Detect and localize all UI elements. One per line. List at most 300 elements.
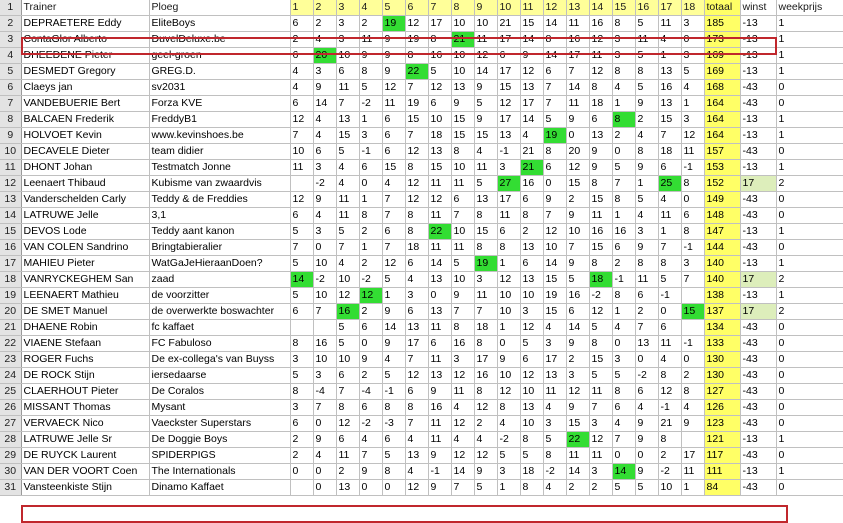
cell-week[interactable]: 9 (635, 240, 658, 256)
cell-week-best[interactable]: 22 (566, 432, 589, 448)
cell-week[interactable]: 14 (566, 80, 589, 96)
cell-week[interactable]: 9 (359, 48, 382, 64)
cell-week[interactable]: 7 (543, 96, 566, 112)
cell-week[interactable]: 12 (405, 192, 428, 208)
cell-totaal[interactable]: 164 (704, 96, 740, 112)
cell-ploeg[interactable]: fc kaffaet (149, 320, 290, 336)
cell-trainer[interactable]: VANRYCKEGHEM San (21, 272, 149, 288)
cell-week[interactable]: 10 (428, 112, 451, 128)
cell-winst[interactable]: -43 (740, 144, 776, 160)
cell-week[interactable]: 0 (359, 176, 382, 192)
cell-week[interactable]: 4 (612, 416, 635, 432)
cell-week[interactable]: 3 (681, 256, 704, 272)
cell-trainer[interactable]: DHEEDENE Pieter (21, 48, 149, 64)
row-number[interactable]: 8 (0, 112, 21, 128)
cell-week[interactable]: 11 (290, 160, 313, 176)
cell-week[interactable]: 0 (635, 448, 658, 464)
cell-week[interactable]: 5 (290, 224, 313, 240)
cell-week[interactable]: 5 (635, 192, 658, 208)
row-number[interactable]: 21 (0, 320, 21, 336)
cell-week-best[interactable]: 19 (474, 256, 497, 272)
cell-weekprijs[interactable]: 1 (776, 16, 843, 32)
cell-week[interactable]: 1 (612, 304, 635, 320)
cell-week[interactable]: 8 (612, 288, 635, 304)
cell-week[interactable]: 9 (681, 416, 704, 432)
cell-week[interactable]: 8 (474, 208, 497, 224)
row-number[interactable]: 20 (0, 304, 21, 320)
cell-week[interactable]: 13 (336, 480, 359, 496)
cell-week[interactable]: -1 (428, 464, 451, 480)
cell-week[interactable]: 9 (359, 464, 382, 480)
cell-week[interactable]: -2 (359, 272, 382, 288)
cell-week-best[interactable]: 22 (428, 224, 451, 240)
cell-week[interactable]: 12 (543, 224, 566, 240)
cell-week[interactable]: 7 (382, 240, 405, 256)
cell-week[interactable]: 13 (428, 144, 451, 160)
cell-week[interactable]: 8 (681, 384, 704, 400)
cell-week[interactable]: 4 (451, 400, 474, 416)
cell-week[interactable]: 5 (635, 480, 658, 496)
cell-week-best[interactable]: 16 (336, 304, 359, 320)
cell-week-best[interactable]: 14 (612, 464, 635, 480)
cell-week[interactable]: 7 (336, 384, 359, 400)
cell-winst[interactable]: -43 (740, 240, 776, 256)
cell-week[interactable]: 13 (428, 304, 451, 320)
cell-week[interactable]: 9 (451, 288, 474, 304)
cell-trainer[interactable]: DHONT Johan (21, 160, 149, 176)
cell-week-best[interactable]: 12 (359, 288, 382, 304)
cell-week[interactable]: 8 (658, 368, 681, 384)
cell-week[interactable]: 4 (290, 64, 313, 80)
cell-week[interactable]: 7 (313, 400, 336, 416)
cell-week[interactable]: 10 (566, 224, 589, 240)
row-number[interactable]: 3 (0, 32, 21, 48)
cell-week[interactable]: 15 (474, 224, 497, 240)
cell-week[interactable]: 3 (681, 112, 704, 128)
cell-week[interactable]: 17 (474, 352, 497, 368)
cell-week-best[interactable]: 15 (681, 304, 704, 320)
cell-totaal[interactable]: 147 (704, 224, 740, 240)
cell-week[interactable]: 6 (497, 48, 520, 64)
cell-week[interactable]: 11 (566, 96, 589, 112)
cell-week[interactable]: 9 (589, 144, 612, 160)
cell-week-best[interactable]: 18 (589, 272, 612, 288)
cell-week[interactable]: 5 (336, 224, 359, 240)
cell-week[interactable]: 4 (313, 208, 336, 224)
cell-totaal[interactable]: 133 (704, 336, 740, 352)
cell-trainer[interactable]: MAHIEU Pieter (21, 256, 149, 272)
cell-week[interactable]: 9 (635, 464, 658, 480)
cell-ploeg[interactable]: iersedaarse (149, 368, 290, 384)
cell-week[interactable]: 8 (543, 144, 566, 160)
cell-weekprijs[interactable]: 0 (776, 480, 843, 496)
cell-week[interactable]: 11 (336, 192, 359, 208)
cell-week[interactable]: 8 (612, 384, 635, 400)
cell-totaal[interactable]: 127 (704, 384, 740, 400)
row-number[interactable]: 14 (0, 208, 21, 224)
cell-trainer[interactable]: HOLVOET Kevin (21, 128, 149, 144)
cell-week[interactable]: 5 (336, 336, 359, 352)
row-number[interactable]: 5 (0, 64, 21, 80)
cell-week[interactable]: 12 (589, 64, 612, 80)
cell-totaal[interactable]: 130 (704, 368, 740, 384)
cell-week[interactable]: 9 (566, 256, 589, 272)
cell-week[interactable]: 3 (543, 336, 566, 352)
cell-week[interactable]: 7 (405, 352, 428, 368)
cell-ploeg[interactable]: 3,1 (149, 208, 290, 224)
cell-weekprijs[interactable]: 2 (776, 304, 843, 320)
cell-weekprijs[interactable]: 2 (776, 272, 843, 288)
cell-winst[interactable]: -43 (740, 208, 776, 224)
cell-week[interactable]: 6 (428, 336, 451, 352)
cell-trainer[interactable]: DE SMET Manuel (21, 304, 149, 320)
cell-week[interactable]: 5 (474, 176, 497, 192)
cell-totaal[interactable]: 84 (704, 480, 740, 496)
cell-week[interactable]: -1 (382, 384, 405, 400)
cell-week[interactable]: 7 (589, 400, 612, 416)
cell-week[interactable]: 3 (336, 32, 359, 48)
cell-week[interactable]: 6 (290, 96, 313, 112)
cell-totaal[interactable]: 137 (704, 304, 740, 320)
cell-week[interactable] (290, 480, 313, 496)
cell-totaal[interactable]: 121 (704, 432, 740, 448)
row-number[interactable]: 22 (0, 336, 21, 352)
cell-week[interactable]: 6 (658, 160, 681, 176)
cell-totaal[interactable]: 140 (704, 272, 740, 288)
cell-weekprijs[interactable]: 0 (776, 208, 843, 224)
cell-week[interactable] (290, 176, 313, 192)
cell-week[interactable]: 8 (612, 16, 635, 32)
header-winst[interactable]: winst (740, 0, 776, 16)
cell-week[interactable]: 17 (566, 48, 589, 64)
cell-week[interactable]: 8 (474, 336, 497, 352)
cell-week[interactable]: 18 (520, 464, 543, 480)
cell-winst[interactable]: -43 (740, 368, 776, 384)
cell-week[interactable]: 10 (336, 352, 359, 368)
cell-week[interactable]: 3 (681, 16, 704, 32)
cell-week[interactable]: 5 (543, 112, 566, 128)
cell-week[interactable]: 1 (497, 320, 520, 336)
cell-ploeg[interactable]: Teddy & de Freddies (149, 192, 290, 208)
cell-week[interactable]: 11 (566, 16, 589, 32)
cell-week[interactable]: 3 (589, 416, 612, 432)
cell-week[interactable]: 2 (313, 16, 336, 32)
cell-week[interactable]: 8 (589, 256, 612, 272)
cell-week[interactable]: 3 (543, 416, 566, 432)
cell-week[interactable]: 5 (635, 80, 658, 96)
cell-week[interactable]: 6 (566, 304, 589, 320)
cell-week[interactable]: 8 (635, 64, 658, 80)
cell-week[interactable]: 4 (635, 208, 658, 224)
cell-week[interactable]: 2 (612, 256, 635, 272)
cell-week[interactable]: 9 (474, 112, 497, 128)
cell-week[interactable]: 15 (589, 240, 612, 256)
cell-week[interactable]: 15 (589, 192, 612, 208)
cell-week[interactable]: 20 (566, 144, 589, 160)
cell-ploeg[interactable]: De ex-collega's van Buyss (149, 352, 290, 368)
cell-week[interactable]: 3 (589, 464, 612, 480)
cell-week[interactable]: 19 (405, 32, 428, 48)
cell-week[interactable]: 9 (428, 384, 451, 400)
cell-week[interactable]: 8 (451, 144, 474, 160)
cell-week[interactable]: 2 (359, 256, 382, 272)
row-number[interactable]: 1 (0, 0, 21, 16)
cell-totaal[interactable]: 126 (704, 400, 740, 416)
cell-trainer[interactable]: VANDEBUERIE Bert (21, 96, 149, 112)
cell-week[interactable]: 10 (451, 272, 474, 288)
cell-week[interactable]: 1 (497, 256, 520, 272)
cell-week[interactable]: 12 (566, 160, 589, 176)
cell-week[interactable]: 11 (474, 160, 497, 176)
cell-ploeg[interactable]: De Coralos (149, 384, 290, 400)
cell-trainer[interactable]: DEVOS Lode (21, 224, 149, 240)
cell-week[interactable]: 12 (405, 368, 428, 384)
cell-week[interactable]: 12 (589, 32, 612, 48)
cell-totaal[interactable]: 148 (704, 208, 740, 224)
cell-week[interactable]: 2 (566, 192, 589, 208)
cell-week[interactable]: 9 (382, 48, 405, 64)
cell-trainer[interactable]: DEPRAETERE Eddy (21, 16, 149, 32)
cell-week[interactable]: 11 (635, 272, 658, 288)
cell-week[interactable]: 7 (543, 80, 566, 96)
cell-week[interactable]: 8 (635, 144, 658, 160)
cell-week[interactable]: -2 (313, 176, 336, 192)
cell-weekprijs[interactable]: 0 (776, 192, 843, 208)
cell-week[interactable]: 0 (612, 448, 635, 464)
cell-week[interactable]: 5 (290, 288, 313, 304)
header-week-18[interactable]: 18 (681, 0, 704, 16)
cell-week[interactable]: 7 (405, 416, 428, 432)
cell-totaal[interactable]: 144 (704, 240, 740, 256)
cell-week[interactable]: 10 (336, 48, 359, 64)
cell-week[interactable]: 1 (635, 176, 658, 192)
cell-week[interactable]: 3 (612, 48, 635, 64)
cell-week[interactable]: 1 (681, 480, 704, 496)
cell-ploeg[interactable]: de voorzitter (149, 288, 290, 304)
cell-week[interactable]: 5 (359, 80, 382, 96)
cell-week[interactable]: 1 (612, 208, 635, 224)
cell-week[interactable]: 8 (359, 208, 382, 224)
header-week-5[interactable]: 5 (382, 0, 405, 16)
cell-winst[interactable]: -13 (740, 64, 776, 80)
cell-week[interactable]: 11 (589, 208, 612, 224)
cell-week[interactable]: 11 (589, 448, 612, 464)
cell-week[interactable]: 15 (543, 272, 566, 288)
cell-week[interactable]: 12 (382, 80, 405, 96)
cell-week[interactable]: 14 (428, 256, 451, 272)
cell-week[interactable]: 13 (658, 96, 681, 112)
cell-week[interactable]: 8 (681, 176, 704, 192)
header-week-7[interactable]: 7 (428, 0, 451, 16)
cell-week[interactable]: 21 (520, 144, 543, 160)
cell-week[interactable]: 12 (497, 384, 520, 400)
cell-week[interactable]: 4 (313, 112, 336, 128)
cell-week[interactable]: 4 (336, 256, 359, 272)
cell-week[interactable]: -2 (658, 464, 681, 480)
cell-week[interactable]: 0 (681, 32, 704, 48)
cell-week[interactable]: 12 (566, 384, 589, 400)
cell-week[interactable]: 11 (474, 288, 497, 304)
cell-week[interactable]: 7 (566, 64, 589, 80)
cell-week[interactable]: 0 (313, 416, 336, 432)
cell-week[interactable]: 19 (405, 96, 428, 112)
cell-week[interactable]: 15 (451, 112, 474, 128)
cell-week[interactable]: 12 (474, 48, 497, 64)
cell-week[interactable]: 12 (589, 432, 612, 448)
header-trainer[interactable]: Trainer (21, 0, 149, 16)
cell-week[interactable]: 13 (428, 368, 451, 384)
cell-week[interactable]: 2 (359, 16, 382, 32)
cell-week[interactable]: 5 (336, 320, 359, 336)
cell-ploeg[interactable]: www.kevinshoes.be (149, 128, 290, 144)
cell-trainer[interactable]: LATRUWE Jelle Sr (21, 432, 149, 448)
cell-week[interactable]: 13 (520, 80, 543, 96)
cell-week[interactable]: 9 (313, 192, 336, 208)
cell-week[interactable]: 13 (520, 272, 543, 288)
cell-week[interactable]: 13 (428, 272, 451, 288)
cell-week[interactable]: 11 (336, 448, 359, 464)
cell-totaal[interactable]: 138 (704, 288, 740, 304)
cell-week[interactable]: 8 (405, 48, 428, 64)
cell-week[interactable]: 4 (497, 416, 520, 432)
header-week-10[interactable]: 10 (497, 0, 520, 16)
row-number[interactable]: 23 (0, 352, 21, 368)
cell-weekprijs[interactable]: 1 (776, 288, 843, 304)
cell-week[interactable]: 0 (543, 176, 566, 192)
cell-week[interactable]: 5 (474, 96, 497, 112)
cell-week[interactable]: 15 (589, 352, 612, 368)
header-weekprijs[interactable]: weekprijs (776, 0, 843, 16)
cell-week[interactable]: -2 (635, 368, 658, 384)
cell-week[interactable]: 12 (428, 80, 451, 96)
cell-trainer[interactable]: VERVAECK Nico (21, 416, 149, 432)
cell-winst[interactable]: 17 (740, 304, 776, 320)
cell-week[interactable]: 14 (520, 32, 543, 48)
header-week-13[interactable]: 13 (566, 0, 589, 16)
cell-week[interactable]: 8 (405, 208, 428, 224)
cell-week-best[interactable]: 20 (313, 48, 336, 64)
cell-week[interactable]: 4 (681, 400, 704, 416)
cell-week[interactable]: 1 (658, 224, 681, 240)
cell-week[interactable]: 19 (543, 288, 566, 304)
row-number[interactable]: 31 (0, 480, 21, 496)
cell-week[interactable]: 4 (313, 128, 336, 144)
cell-week[interactable]: 6 (589, 112, 612, 128)
cell-week[interactable]: 9 (635, 432, 658, 448)
cell-week[interactable]: 12 (336, 416, 359, 432)
cell-week[interactable]: 0 (658, 304, 681, 320)
cell-totaal[interactable]: 117 (704, 448, 740, 464)
cell-week[interactable]: 10 (497, 368, 520, 384)
cell-week-best[interactable]: 21 (520, 160, 543, 176)
cell-week[interactable]: 17 (497, 192, 520, 208)
cell-week[interactable]: 0 (313, 240, 336, 256)
cell-winst[interactable]: -13 (740, 256, 776, 272)
cell-week[interactable]: 9 (566, 336, 589, 352)
cell-week[interactable]: 2 (635, 112, 658, 128)
cell-totaal[interactable]: 111 (704, 464, 740, 480)
cell-winst[interactable]: -43 (740, 96, 776, 112)
cell-winst[interactable]: -13 (740, 16, 776, 32)
cell-week[interactable]: 8 (681, 224, 704, 240)
cell-week[interactable]: 10 (658, 480, 681, 496)
cell-week[interactable]: 6 (635, 384, 658, 400)
cell-week[interactable]: 6 (635, 288, 658, 304)
cell-week[interactable]: 13 (405, 320, 428, 336)
cell-week[interactable]: 6 (428, 96, 451, 112)
row-number[interactable]: 17 (0, 256, 21, 272)
cell-totaal[interactable]: 169 (704, 48, 740, 64)
header-week-4[interactable]: 4 (359, 0, 382, 16)
cell-week[interactable]: 6 (405, 304, 428, 320)
cell-week[interactable]: 12 (451, 416, 474, 432)
cell-week[interactable]: 18 (589, 96, 612, 112)
cell-week[interactable]: 11 (658, 16, 681, 32)
cell-week[interactable]: 8 (612, 64, 635, 80)
cell-week[interactable]: 11 (681, 464, 704, 480)
cell-week[interactable] (681, 432, 704, 448)
cell-week[interactable]: 3 (290, 400, 313, 416)
cell-week[interactable]: 6 (405, 384, 428, 400)
cell-week[interactable]: 1 (612, 96, 635, 112)
cell-week[interactable]: 7 (658, 240, 681, 256)
row-number[interactable]: 6 (0, 80, 21, 96)
cell-ploeg[interactable]: team didier (149, 144, 290, 160)
cell-week[interactable]: 11 (428, 240, 451, 256)
cell-week[interactable]: 11 (428, 320, 451, 336)
cell-week[interactable]: 5 (635, 16, 658, 32)
cell-week[interactable]: 7 (336, 240, 359, 256)
cell-week[interactable]: 6 (382, 432, 405, 448)
cell-ploeg[interactable]: Bringtabieralier (149, 240, 290, 256)
cell-week[interactable]: 5 (451, 256, 474, 272)
cell-week[interactable]: 7 (681, 272, 704, 288)
header-week-3[interactable]: 3 (336, 0, 359, 16)
cell-trainer[interactable]: Leenaert Thibaud (21, 176, 149, 192)
cell-week[interactable]: 11 (658, 208, 681, 224)
cell-week[interactable]: 10 (451, 48, 474, 64)
cell-week[interactable]: 8 (612, 192, 635, 208)
cell-week[interactable]: 4 (336, 160, 359, 176)
cell-week[interactable]: 3 (359, 128, 382, 144)
cell-week[interactable]: 18 (405, 240, 428, 256)
cell-week[interactable]: 9 (520, 48, 543, 64)
cell-week[interactable]: 4 (612, 320, 635, 336)
cell-week[interactable]: 7 (382, 192, 405, 208)
cell-winst[interactable]: -13 (740, 32, 776, 48)
cell-week[interactable]: 11 (543, 384, 566, 400)
cell-week[interactable]: 12 (474, 400, 497, 416)
cell-week[interactable]: 16 (589, 224, 612, 240)
cell-ploeg[interactable]: Mysant (149, 400, 290, 416)
cell-week[interactable]: 5 (612, 160, 635, 176)
cell-trainer[interactable]: DHAENE Robin (21, 320, 149, 336)
header-week-17[interactable]: 17 (658, 0, 681, 16)
cell-weekprijs[interactable]: 0 (776, 384, 843, 400)
cell-week[interactable]: 15 (451, 128, 474, 144)
row-number[interactable]: 26 (0, 400, 21, 416)
cell-week[interactable]: 6 (520, 256, 543, 272)
cell-week[interactable]: -1 (612, 272, 635, 288)
cell-week[interactable]: 16 (612, 224, 635, 240)
cell-week[interactable] (313, 320, 336, 336)
cell-week[interactable]: 1 (382, 288, 405, 304)
cell-totaal[interactable]: 149 (704, 192, 740, 208)
cell-week[interactable]: 4 (612, 80, 635, 96)
cell-week[interactable]: 15 (566, 176, 589, 192)
header-week-8[interactable]: 8 (451, 0, 474, 16)
cell-week-best[interactable]: 25 (658, 176, 681, 192)
